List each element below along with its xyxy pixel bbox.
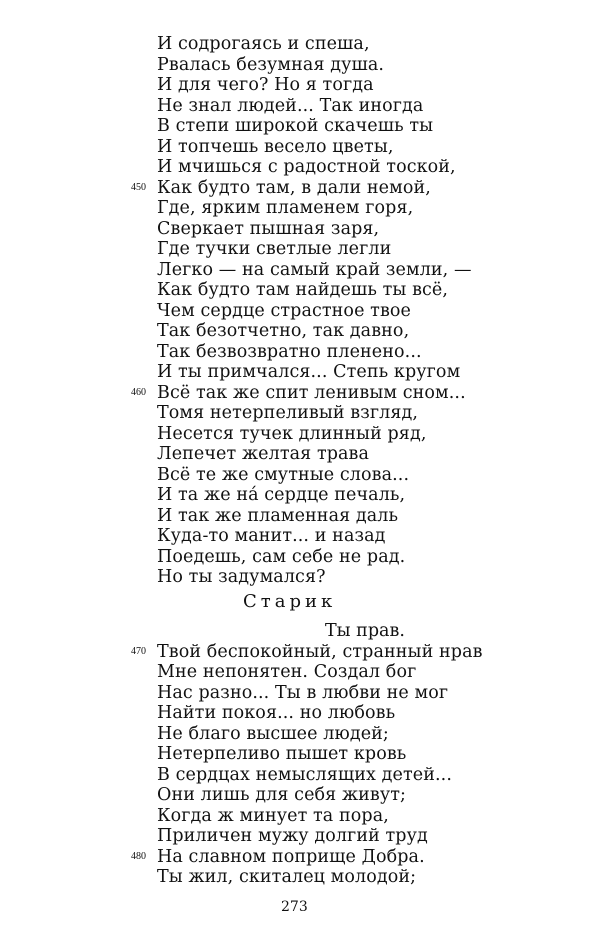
poem-line: И для чего? Но я тогда bbox=[157, 75, 374, 95]
poem-line: На славном поприще Добра. bbox=[157, 847, 425, 867]
poem-line: Рвалась безумная душа. bbox=[157, 55, 385, 75]
poem-line: Куда-то манит... и назад bbox=[157, 526, 386, 546]
poem-line: Нас разно... Ты в любви не мог bbox=[157, 683, 449, 703]
line-number: 450 bbox=[131, 182, 146, 193]
poem-line: Как будто там, в дали немой, bbox=[157, 178, 431, 198]
poem-line: В степи широкой скачешь ты bbox=[157, 116, 434, 136]
poem-line: Легко — на самый край земли, — bbox=[157, 260, 472, 280]
poem-line: И ты примчался... Степь кругом bbox=[157, 362, 461, 382]
poem-line: Несется тучек длинный ряд, bbox=[157, 424, 427, 444]
poem-line: Приличен мужу долгий труд bbox=[157, 826, 428, 846]
poem-line: Они лишь для себя живут; bbox=[157, 785, 407, 805]
poem-line: Лепечет желтая трава bbox=[157, 444, 370, 464]
poem-line: Всё так же спит ленивым сном... bbox=[157, 383, 466, 403]
poem-line: И содрогаясь и спеша, bbox=[157, 34, 370, 54]
poem-line: И та же на́ сердце печаль, bbox=[157, 485, 406, 505]
poem-line: И так же пламенная даль bbox=[157, 506, 399, 526]
poem-line: Так безотчетно, так давно, bbox=[157, 321, 410, 341]
poem-line: Как будто там найдешь ты всё, bbox=[157, 280, 449, 300]
poem-line: Где, ярким пламенем горя, bbox=[157, 198, 414, 218]
poem-line: Где тучки светлые легли bbox=[157, 239, 392, 259]
poem-line: И топчешь весело цветы, bbox=[157, 137, 394, 157]
line-number: 460 bbox=[131, 387, 146, 398]
poem-line: Но ты задумался? bbox=[157, 567, 326, 587]
poem-line: Когда ж минует та пора, bbox=[157, 806, 389, 826]
poem-line: Сверкает пышная заря, bbox=[157, 219, 380, 239]
page-number: 273 bbox=[281, 899, 308, 915]
poem-line: Мне непонятен. Создал бог bbox=[157, 662, 417, 682]
poem-line: Найти покоя... но любовь bbox=[157, 703, 396, 723]
speaker-heading: Старик bbox=[243, 591, 337, 612]
poem-line: Томя нетерпеливый взгляд, bbox=[157, 403, 419, 423]
poem-line: Твой беспокойный, странный нрав bbox=[157, 642, 483, 662]
poem-line: Так безвозвратно пленено... bbox=[157, 342, 422, 362]
line-number: 470 bbox=[131, 646, 146, 657]
poem-line: Поедешь, сам себе не рад. bbox=[157, 547, 406, 567]
poem-line: И мчишься с радостной тоской, bbox=[157, 157, 456, 177]
poem-line: Не знал людей... Так иногда bbox=[157, 96, 424, 116]
line-number: 480 bbox=[131, 851, 146, 862]
poem-line: Нетерпеливо пышет кровь bbox=[157, 744, 407, 764]
poem-line: Ты жил, скиталец молодой; bbox=[157, 867, 417, 887]
poem-line: В сердцах немыслящих детей... bbox=[157, 765, 452, 785]
poem-line: Не благо высшее людей; bbox=[157, 724, 389, 744]
poem-line-indented: Ты прав. bbox=[325, 621, 405, 641]
poem-line: Всё те же смутные слова... bbox=[157, 465, 410, 485]
poem-line: Чем сердце страстное твое bbox=[157, 301, 412, 321]
